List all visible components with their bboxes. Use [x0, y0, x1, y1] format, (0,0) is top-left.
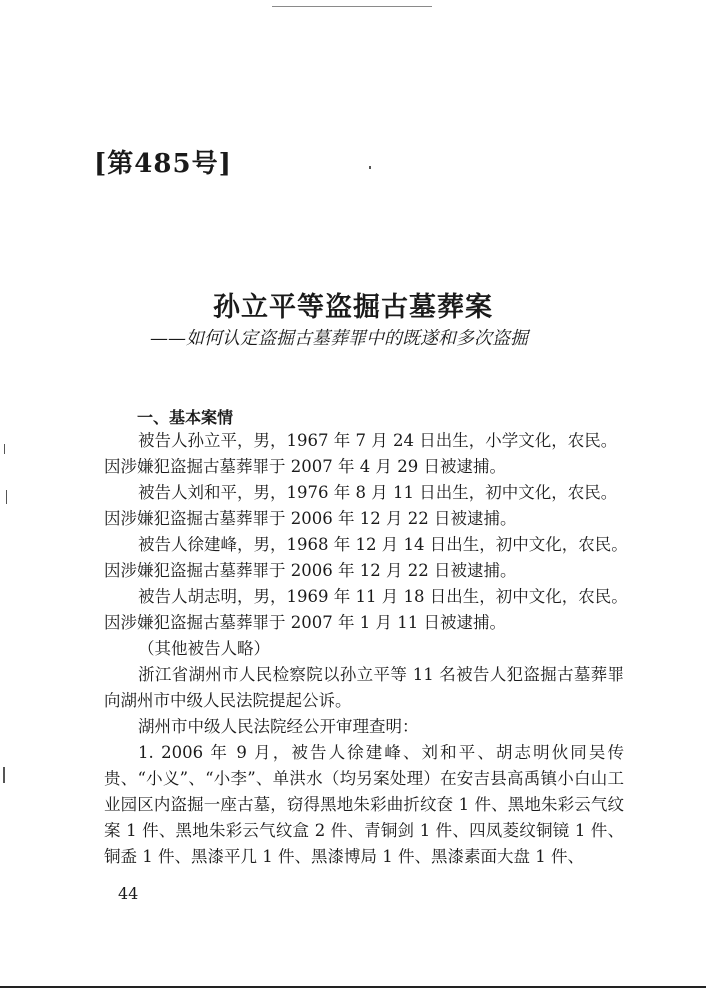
paragraph: 浙江省湖州市人民检察院以孙立平等 11 名被告人犯盗掘古墓葬罪向湖州市中级人民法院提起公诉。: [104, 665, 624, 710]
bottom-rule: [0, 986, 706, 988]
paragraph: 被告人胡志明，男，1969 年 11 月 18 日出生，初中文化，农民。: [138, 587, 628, 606]
scan-speck: [4, 444, 5, 454]
section-heading: 一、基本案情: [137, 408, 234, 427]
paragraph: 1. 2006 年 9 月，被告人徐建峰、刘和平、胡志明伙同吴传贵、“小义”、“小李”、单洪水（均另案处理）在安吉县高禹镇小白山工业园区内盗掘一座古墓，窃得黑地朱彩曲折纹奁 1 件、黑地朱彩云气纹案 1 件、黑地朱彩云气纹盒 2 件、青铜剑 1 件、四凤菱纹铜镜 1 件、铜盉 1 件、黑漆平几 1 件、黑漆博局 1 件、黑漆素面大盘 1 件、: [104, 743, 624, 866]
body-text: [104, 428, 628, 870]
paragraph: 因涉嫌犯盗掘古墓葬罪于 2007 年 4 月 29 日被逮捕。: [104, 457, 506, 476]
paragraph: 因涉嫌犯盗掘古墓葬罪于 2006 年 12 月 22 日被逮捕。: [104, 561, 517, 580]
page-number: 44: [118, 884, 139, 903]
paragraph: 被告人孙立平，男，1967 年 7 月 24 日出生，小学文化，农民。: [138, 431, 618, 450]
scan-speck: [3, 767, 5, 783]
scan-speck: [369, 166, 371, 169]
paragraph: 因涉嫌犯盗掘古墓葬罪于 2007 年 1 月 11 日被逮捕。: [104, 613, 506, 632]
paragraph: （其他被告人略）: [138, 639, 270, 658]
paragraph: 被告人徐建峰，男，1968 年 12 月 14 日出生，初中文化，农民。: [138, 535, 628, 554]
scan-speck: [6, 490, 7, 504]
paragraph: 湖州市中级人民法院经公开审理查明：: [138, 717, 419, 736]
subtitle: ——如何认定盗掘古墓葬罪中的既遂和多次盗掘: [150, 328, 528, 349]
top-rule: [272, 6, 432, 7]
paragraph: 因涉嫌犯盗掘古墓葬罪于 2006 年 12 月 22 日被逮捕。: [104, 509, 517, 528]
page-title: 孙立平等盗掘古墓葬案: [213, 292, 493, 323]
paragraph: 被告人刘和平，男，1976 年 8 月 11 日出生，初中文化，农民。: [138, 483, 618, 502]
case-number: [第485号]: [94, 149, 232, 179]
